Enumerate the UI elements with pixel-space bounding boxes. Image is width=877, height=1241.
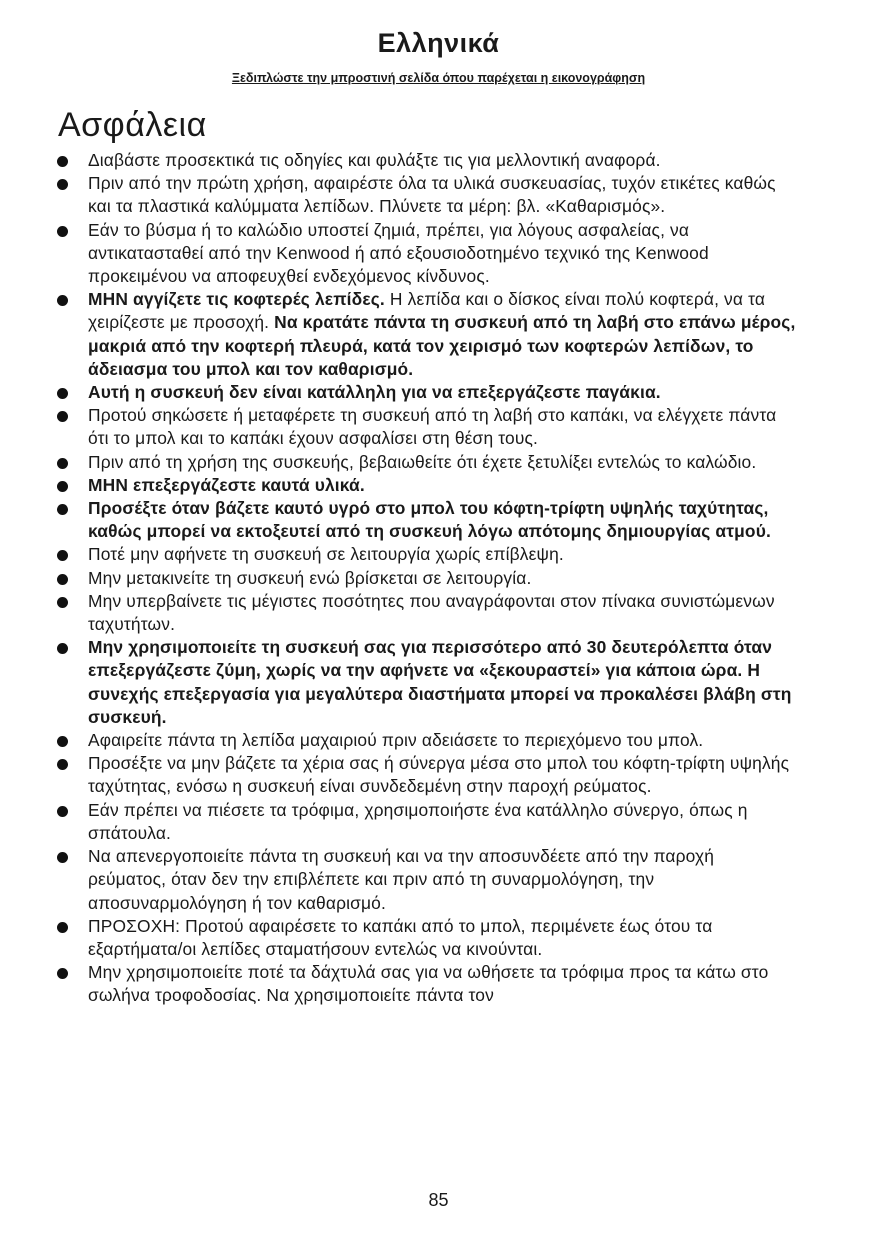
item-text: Αφαιρείτε πάντα τη λεπίδα μαχαιριού πριν αδειάσετε το περιεχόμενο του μπολ. [88, 730, 704, 751]
list-item [56, 567, 796, 590]
bullet-icon [57, 968, 68, 979]
bullet-icon [57, 295, 68, 306]
bullet-icon [57, 179, 68, 190]
item-text: Προτού σηκώσετε ή μεταφέρετε τη συσκευή από τη λαβή στο καπάκι, να ελέγχετε πάντα ότι το μπολ και το καπάκι έχουν ασφαλίσει στη θέση τους. [88, 405, 777, 449]
bullet-icon [57, 574, 68, 585]
list-item [56, 219, 796, 289]
list-item [56, 288, 796, 381]
list-item [56, 404, 796, 450]
item-bold-tail: Να κρατάτε πάντα τη συσκευή από τη λαβή στο επάνω μέρος, μακριά από την κοφτερή πλευρά, κατά τον χειρισμό των κοφτερών λεπίδων, το άδειασμα του μπολ και τον καθαρισμό. [88, 312, 796, 379]
list-item [56, 845, 796, 915]
list-item [56, 381, 796, 404]
list-item [56, 799, 796, 845]
item-text: Ποτέ μην αφήνετε τη συσκευή σε λειτουργία χωρίς επίβλεψη. [88, 544, 564, 565]
bullet-icon [57, 922, 68, 933]
list-item [56, 149, 796, 172]
item-text: Πριν από την πρώτη χρήση, αφαιρέστε όλα τα υλικά συσκευασίας, τυχόν ετικέτες καθώς και τα πλαστικά καλύμματα λεπίδων. Πλύνετε τα μέρη: βλ. «Καθαρισμός». [88, 173, 776, 217]
item-bold-text: ΜΗΝ επεξεργάζεστε καυτά υλικά. [88, 474, 365, 495]
list-item [56, 497, 796, 543]
list-item [56, 172, 796, 218]
item-text: Η λεπίδα και ο δίσκος είναι πολύ κοφτερά, να τα χειρίζεστε με προσοχή. [88, 289, 766, 333]
item-text: Διαβάστε προσεκτικά τις οδηγίες και φυλάξτε τις για μελλοντική αναφορά. [88, 150, 661, 170]
item-text: Εάν πρέπει να πιέσετε τα τρόφιμα, χρησιμοποιήστε ένα κατάλληλο σύνεργο, όπως η σπάτουλα. [88, 799, 748, 843]
item-text: Να απενεργοποιείτε πάντα τη συσκευή και να την αποσυνδέετε από την παροχή ρεύματος, όταν δεν την επιβλέπετε και πριν από τη συναρμολόγηση, την αποσυναρμολόγηση ή τον καθαρισμό. [88, 846, 715, 913]
section-title-safety: Ασφάλεια [58, 106, 207, 144]
bullet-icon [57, 759, 68, 770]
list-item [56, 590, 796, 636]
bullet-icon [57, 736, 68, 747]
item-text: Εάν το βύσμα ή το καλώδιο υποστεί ζημιά, πρέπει, για λόγους ασφαλείας, να αντικατασταθεί από την Kenwood ή από εξουσιοδοτημένο τεχνικό της Kenwood προκειμένου να αποφευχθεί ενδεχόμενος κίνδυνος. [88, 219, 709, 287]
item-text: Μην χρησιμοποιείτε ποτέ τα δάχτυλά σας για να ωθήσετε τα τρόφιμα προς τα κάτω στο σωλήνα τροφοδοσίας. Να χρησιμοποιείτε πάντα τον [88, 962, 769, 1006]
list-item [56, 543, 796, 566]
bullet-icon [57, 156, 68, 167]
bullet-icon [57, 597, 68, 608]
safety-instructions-list [56, 149, 796, 1008]
list-item [56, 451, 796, 474]
item-text: Μην μετακινείτε τη συσκευή ενώ βρίσκεται σε λειτουργία. [88, 567, 532, 588]
bullet-icon [57, 481, 68, 492]
bullet-icon [57, 411, 68, 422]
list-item [56, 474, 796, 497]
list-item [56, 636, 796, 729]
fold-out-instruction: Ξεδιπλώστε την μπροστινή σελίδα όπου παρέχεται η εικονογράφηση [231, 71, 646, 85]
item-bold-text: Προσέξτε όταν βάζετε καυτό υγρό στο μπολ του κόφτη-τρίφτη υψηλής ταχύτητας, καθώς μπορεί να εκτοξευτεί από τη συσκευή λόγω απότομης δημιουργίας ατμού. [88, 498, 771, 542]
bullet-icon [57, 806, 68, 817]
bullet-icon [57, 458, 68, 469]
list-item [56, 729, 796, 752]
bullet-icon [57, 388, 68, 399]
page-number: 85 [428, 1190, 449, 1210]
bullet-icon [57, 504, 68, 515]
list-item [56, 961, 796, 1007]
item-text: Προσέξτε να μην βάζετε τα χέρια σας ή σύνεργα μέσα στο μπολ του κόφτη-τρίφτη υψηλής ταχύτητας, ενόσω η συσκευή είναι συνδεδεμένη στην παροχή ρεύματος. [88, 753, 790, 797]
bullet-icon [57, 643, 68, 654]
bullet-icon [57, 852, 68, 863]
list-item [56, 915, 796, 961]
item-bold-text: Μην χρησιμοποιείτε τη συσκευή σας για περισσότερο από 30 δευτερόλεπτα όταν επεξεργάζεστε ζύμη, χωρίς να την αφήνετε να «ξεκουραστεί» για κάποια ώρα. Η συνεχής επεξεργασία για μεγαλύτερα διαστήματα μπορεί να προκαλέσει βλάβη στη συσκευή. [88, 637, 792, 727]
bullet-icon [57, 226, 68, 237]
item-bold-text: Αυτή η συσκευή δεν είναι κατάλληλη για να επεξεργάζεστε παγάκια. [88, 382, 661, 403]
language-heading: Ελληνικά [377, 28, 500, 58]
item-bold-lead: ΜΗΝ αγγίζετε τις κοφτερές λεπίδες. [88, 289, 385, 310]
item-text: Πριν από τη χρήση της συσκευής, βεβαιωθείτε ότι έχετε ξετυλίξει εντελώς το καλώδιο. [88, 451, 757, 472]
item-text: Μην υπερβαίνετε τις μέγιστες ποσότητες που αναγράφονται στον πίνακα συνιστώμενων ταχυτήτων. [88, 590, 775, 635]
bullet-icon [57, 550, 68, 561]
item-text: ΠΡΟΣΟΧΗ: Προτού αφαιρέσετε το καπάκι από το μπολ, περιμένετε έως ότου τα εξαρτήματα/οι λεπίδες σταματήσουν εντελώς να κινούνται. [88, 915, 713, 959]
list-item [56, 752, 796, 798]
